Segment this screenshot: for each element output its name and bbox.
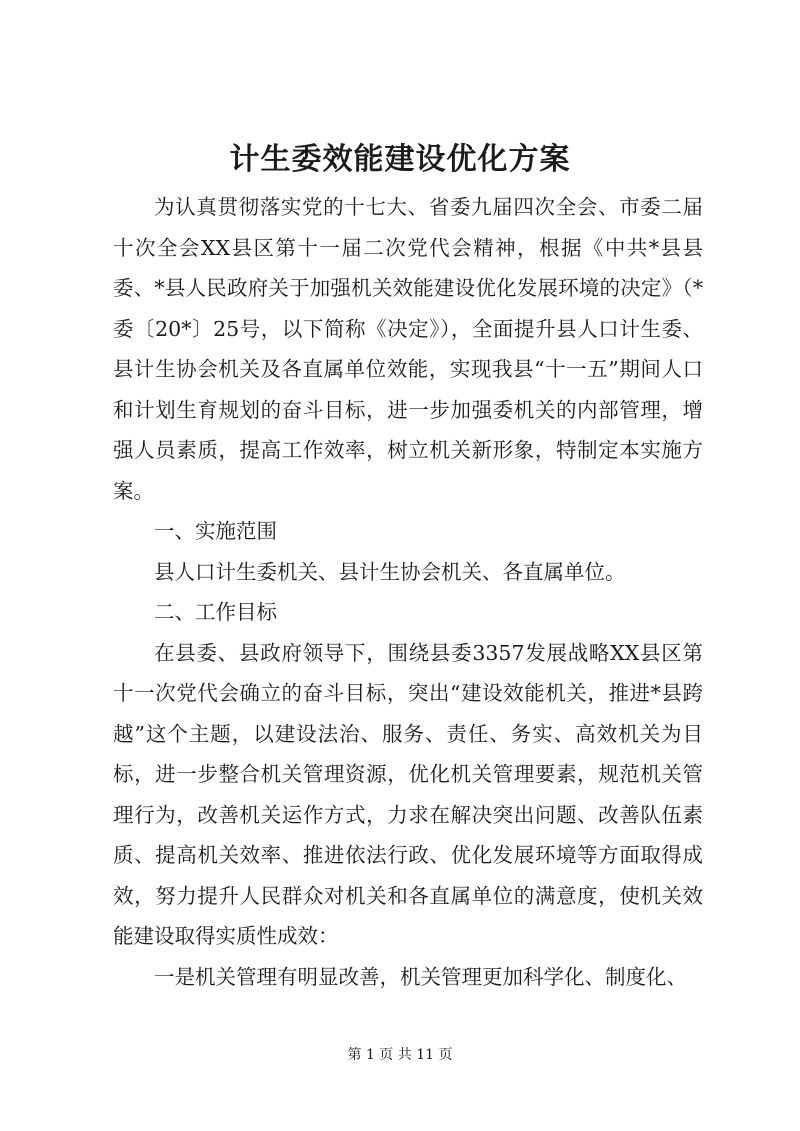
document-body <box>113 187 703 997</box>
section-heading-goals: 二、工作目标 <box>154 600 277 624</box>
paragraph-intro: 为认真贯彻落实党的十七大、省委九届四次全会、市委二届十次全会XX县区第十一届二次党代会精神，根据《中共*县县委、*县人民政府关于加强机关效能建设优化发展环境的决定》（*委〔20*〕25号，以下简称《决定》），全面提升县人口计生委、县计生协会机关及各直属单位效能，实现我县“十一五”期间人口和计划生育规划的奋斗目标，进一步加强委机关的内部管理，增强人员素质，提高工作效率，树立机关新形象，特制定本实施方案。 <box>113 195 703 503</box>
page-footer: 第 1 页 共 11 页 <box>347 1047 453 1063</box>
section-heading-scope: 一、实施范围 <box>154 519 277 543</box>
document-title: 计生委效能建设优化方案 <box>229 142 571 177</box>
paragraph-goals: 在县委、县政府领导下，围绕县委3357发展战略XX县区第十一次党代会确立的奋斗目标，突出“建设效能机关，推进*县跨越”这个主题，以建设法治、服务、责任、务实、高效机关为目标，进一步整合机关管理资源，优化机关管理要素，规范机关管理行为，改善机关运作方式，力求在解决突出问题、改善队伍素质、提高机关效率、推进依法行政、优化发展环境等方面取得成效，努力提升人民群众对机关和各直属单位的满意度，使机关效能建设取得实质性成效： <box>113 640 703 948</box>
paragraph-goal-one: 一是机关管理有明显改善，机关管理更加科学化、制度化、 <box>154 964 687 989</box>
paragraph-scope: 县人口计生委机关、县计生协会机关、各直属单位。 <box>154 559 626 584</box>
